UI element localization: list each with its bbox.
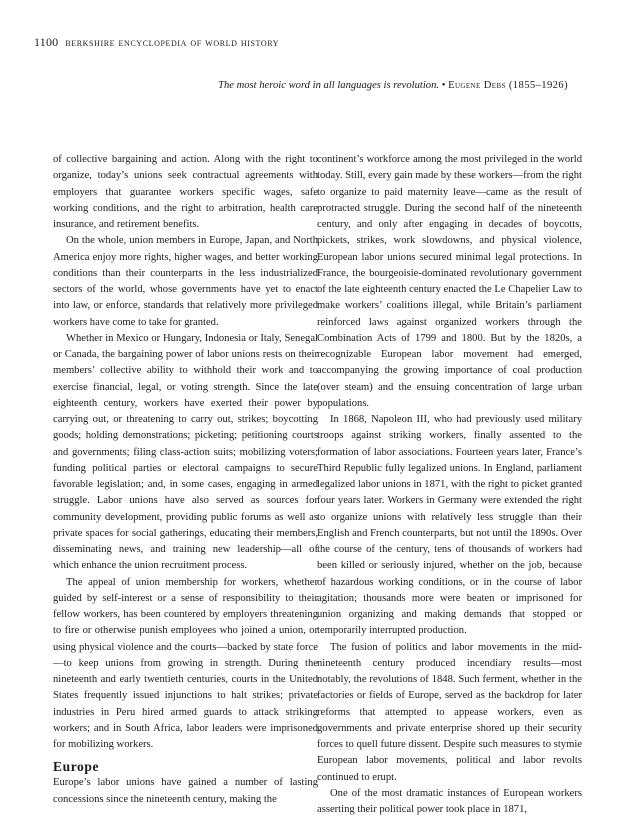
paragraph: In 1868, Napoleon III, who had previously used military troops against striking workers, finally assented to the formation of labor associations. Fourteen years later, France’s Third Republic fully legalized unions. In England, parliament legalized labor unions in 1871, with the right to picket granted four years later. Workers in Germany were extended the right to organize unions with relatively less struggle than their English and French counterparts, but not until the 1890s. Over the course of the century, tens of thousands of workers had been killed or seriously injured, whether on the job, because of hazardous working conditions, or in the course of labor agitation; thousands more were beaten or imprisoned for union organizing and making demands that stopped or temporarily interrupted production. (317, 414, 582, 637)
section-heading: Europe (53, 759, 100, 775)
paragraph: of collective bargaining and action. Along with the right to organize, today’s unions seek contractual agreements with employers that guarantee workers specific wages, safe working conditions, and the right to arbitration, health care insurance, and retirement benefits. (53, 154, 318, 230)
paragraph: Whether in Mexico or Hungary, Indonesia or Italy, Senegal or Canada, the bargaining power of labor unions rests on their members’ collective ability to withhold their work and to exercise financial, legal, or voting strength. Since the late eighteenth century, workers have exerted their power by carrying out, or threatening to carry out, strikes; boycotting goods; holding demonstrations; picketing; petitioning courts and governments; filing class-action suits; mobilizing voters; funding political parties or electoral campaigns to secure favorable legislation; and, in some cases, engaging in armed struggle. Labor unions have also served as sources for community development, providing public forums as well as private spaces for social gatherings, educating their members, disseminating news, and training new leadership—all of which enhance the union recruitment process. (53, 332, 318, 572)
paragraph: One of the most dramatic instances of European workers asserting their political power took place in 1871, (317, 787, 582, 815)
paragraph: Europe’s labor unions have gained a number of lasting concessions since the nineteenth century, making the (53, 777, 318, 805)
book-title: berkshire encyclopedia of world history (65, 37, 280, 49)
paragraph: The fusion of politics and labor movements in the mid-nineteenth century produced incendiary results—most notably, the revolutions of 1848. Such ferment, whether in the factories or fields of Europe, served as the backdrop for later reforms that attempted to appease workers, even as governments and private enterprise shored up their security forces to quell future dissent. Despite such measures to stymie European labor movements, political and labor revolts continued to erupt. (317, 641, 582, 783)
epigraph (218, 80, 568, 91)
paragraph: The appeal of union membership for workers, whether guided by self-interest or a sense of responsibility to their fellow workers, has been countered by employers threatening to fire or otherwise punish employees who joined a union, or using physical violence and the courts—backed by state force—to keep unions from growing in strength. During the nineteenth and early twentieth centuries, courts in the United States frequently issued injunctions to halt strikes; private industries in Peru hired armed guards to attack striking workers; and in South Africa, labor leaders were imprisoned for mobilizing workers. (53, 576, 318, 750)
paragraph: On the whole, union members in Europe, Japan, and North America enjoy more rights, higher wages, and better working conditions than their counterparts in the less industrialized sectors of the world, whose governments have yet to enact into law, or enforce, standards that relatively more privileged workers have come to take for granted. (53, 235, 318, 328)
running-head (34, 35, 279, 50)
page-number: 1100 (34, 35, 59, 49)
paragraph: continent’s workforce among the most privileged in the world today. Still, every gain made by these workers—from the right to organize to paid maternity leave—came as the result of protracted struggle. During the second half of the nineteenth century, and only after engaging in decades of boycotts, pickets, strikes, work slowdowns, and physical violence, European labor unions secured minimal legal protections. In France, the bourgeoisie-dominated revolutionary government of the late eighteenth century enacted the Le Chapelier Law to make workers’ coalitions illegal, while Britain’s parliament reinforced laws against organized workers through the Combination Acts of 1799 and 1800. But by the 1820s, a recognizable European labor movement had emerged, accompanying the growing importance of coal production (over steam) and the ensuing concentration of large urban populations. (317, 154, 582, 409)
right-column (317, 152, 582, 818)
epigraph-text: The most heroic word in all languages is revolution. (218, 80, 440, 91)
epigraph-attribution: Eugene Debs (1855–1926) (448, 80, 568, 91)
left-column (53, 152, 318, 808)
epigraph-separator: • (441, 80, 446, 91)
